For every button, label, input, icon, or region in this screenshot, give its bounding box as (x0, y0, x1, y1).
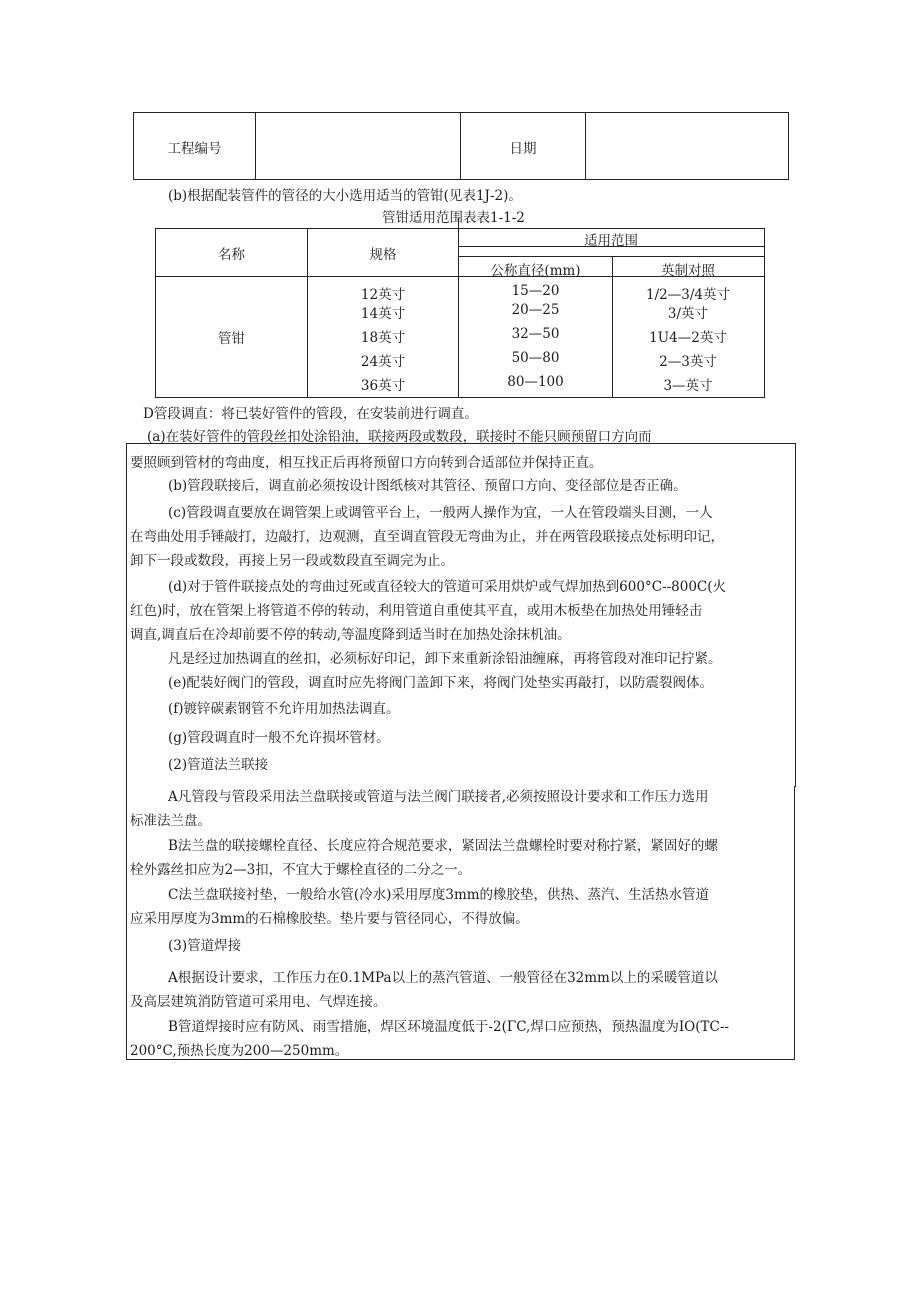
table-cell-nominal: 15—20 (511, 283, 560, 299)
weld-a-text: 及高层建筑消防管道可采用电、气焊连接。 (130, 994, 387, 1010)
item-c-text: 卸下一段或数段，再接上另一段或数段直至调完为止。 (130, 553, 454, 569)
project-number-label: 工程编号 (167, 141, 222, 157)
section-2-heading: (2)管道法兰联接 (168, 757, 269, 773)
table-cell-nominal: 80—100 (507, 374, 564, 390)
table-cell-imperial: 3—英寸 (663, 378, 713, 394)
weld-a-text: A根据设计要求，工作压力在0.1MPa以上的蒸汽管道、一般管径在32mm以上的采暖管道以 (168, 970, 718, 986)
table-cell-nominal: 50—80 (511, 350, 560, 366)
table-cell-imperial: 1/2—3/4英寸 (646, 287, 730, 303)
table-cell-spec: 18英寸 (360, 330, 406, 346)
table-cell-spec: 24英寸 (360, 354, 406, 370)
flange-c-text: C法兰盘联接衬垫，一般给水管(冷水)采用厚度3mm的橡胶垫，供热、蒸汽、生活热水管道 (168, 887, 710, 903)
item-g-text: (g)管段调直时一般不允许损坏管材。 (168, 730, 390, 746)
table-cell-imperial: 2—3英寸 (659, 354, 717, 370)
flange-c-text: 应采用厚度为3mm的石棉橡胶垫。垫片要与管径同心，不得放偏。 (130, 911, 529, 927)
item-b-text: (b)管段联接后，调直前必须按设计图纸核对其管径、预留口方向、变径部位是否正确。 (168, 478, 687, 494)
body-frame-right (794, 786, 795, 1059)
item-a-first-line: (a)在装好管件的管段丝扣处涂铅油，联接两段或数段，联接时不能只顾预留口方向而 (147, 429, 652, 445)
table-cell-imperial: 1U4—2英寸 (649, 330, 727, 346)
item-d-text: (d)对于管件联接点处的弯曲过死或直径较大的管道可采用烘炉或气焊加热到600°C--800C(火 (168, 579, 727, 595)
table-cell-spec: 12英寸 (360, 287, 406, 303)
section-3-heading: (3)管道焊接 (168, 938, 242, 954)
heat-mark-note: 凡是经过加热调直的丝扣，必须标好印记，卸下来重新涂铅油缠麻，再将管段对准印记拧紧。 (168, 651, 722, 667)
body-frame-bottom (126, 1059, 795, 1060)
item-a-continuation: 要照顾到管材的弯曲度，相互找正后再将预留口方向转到合适部位并保持正直。 (130, 455, 603, 471)
item-d-text: 红色)时，放在管架上将管道不停的转动，利用管道自重使其平直，或用木板垫在加热处用锤轻击 (130, 603, 703, 619)
item-e-text: (e)配装好阀门的管段，调直时应先将阀门盖卸下来，将阀门处垫实再敲打，以防震裂阀体。 (168, 675, 714, 691)
flange-a-text: 标准法兰盘。 (130, 813, 211, 829)
flange-a-text: A凡管段与管段采用法兰盘联接或管道与法兰阀门联接者,必须按照设计要求和工作压力选用 (168, 789, 709, 805)
date-label: 日期 (509, 141, 537, 157)
col-header-imperial: 英制对照 (661, 263, 715, 279)
tool-name-cell: 管钳 (218, 331, 245, 347)
table-cell-nominal: 32—50 (511, 326, 560, 342)
section-d-heading: D管段调直：将已装好管件的管段，在安装前进行调直。 (143, 406, 478, 422)
table-cell-spec: 14英寸 (360, 306, 406, 322)
intro-b-text: (b)根据配装管件的管径的大小选用适当的管钳(见表1J-2)。 (168, 188, 522, 204)
body-frame-left (126, 786, 127, 1059)
col-header-range: 适用范围 (584, 233, 638, 249)
item-c-text: 在弯曲处用手锤敲打，边敲打，边观测，直至调直管段无弯曲为止，并在两管段联接点处标明印记， (130, 529, 724, 545)
weld-b-text: 200°C,预热长度为200—250mm。 (130, 1043, 349, 1059)
col-header-spec: 规格 (369, 247, 397, 263)
item-f-text: (f)镀锌碳素钢管不允许用加热法调直。 (168, 701, 400, 717)
item-d-text: 调直,调直后在冷却前要不停的转动,等温度降到适当时在加热处涂抹机油。 (130, 627, 571, 643)
table-cell-imperial: 3/英寸 (667, 306, 709, 322)
flange-b-text: 栓外露丝扣应为2—3扣，不宜大于螺栓直径的二分之一。 (130, 862, 472, 878)
item-c-text: (c)管段调直要放在调管架上或调管平台上，一般两人操作为宜，一人在管段端头目测，一人 (168, 505, 713, 521)
table-caption: 管钳适用范围表表1-1-2 (382, 210, 525, 226)
col-header-name: 名称 (218, 247, 245, 263)
wrench-table-rule (458, 256, 764, 257)
flange-b-text: B法兰盘的联接螺栓直径、长度应符合规范要求，紧固法兰盘螺栓时要对称拧紧，紧固好的螺 (168, 838, 718, 854)
header-divider (585, 112, 586, 179)
table-cell-spec: 36英寸 (360, 378, 406, 394)
col-header-nominal: 公称直径(mm) (490, 263, 581, 279)
table-cell-nominal: 20—25 (511, 302, 560, 318)
header-divider (255, 112, 256, 179)
weld-b-text: B管道焊接时应有防风、雨雪措施，焊区环境温度低于-2(ΓC,焊口应预热，预热温度为IO(TC-- (168, 1019, 729, 1035)
